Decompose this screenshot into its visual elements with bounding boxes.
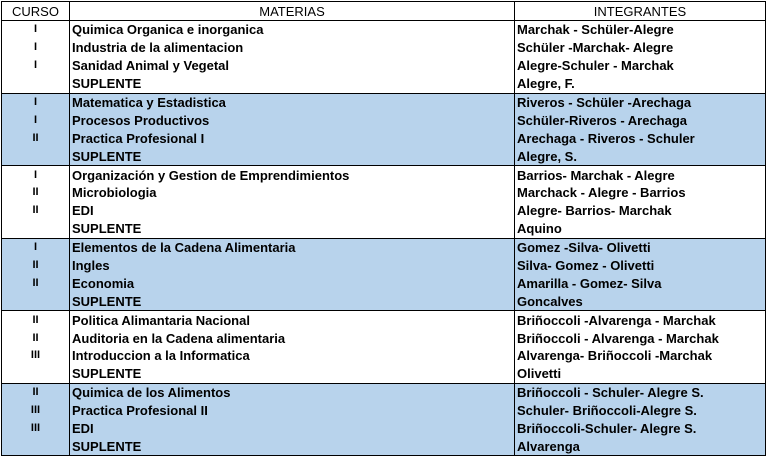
- table-row: [2, 238, 766, 256]
- materia-cell: Economia: [70, 274, 515, 292]
- integrantes-cell: Schuler- Briñoccoli-Alegre S.: [515, 402, 766, 420]
- table-row: [2, 292, 766, 310]
- curso-cell: II: [2, 184, 70, 202]
- materia-cell: Practica Profesional I: [70, 129, 515, 147]
- materia-cell: Matematica y Estadistica: [70, 93, 515, 111]
- materia-cell: Quimica de los Alimentos: [70, 383, 515, 401]
- assignments-table: [1, 1, 766, 456]
- header-materias: MATERIAS: [70, 2, 515, 21]
- curso-cell: II: [2, 257, 70, 275]
- materia-cell: Practica Profesional II: [70, 402, 515, 420]
- table-row: [2, 166, 766, 184]
- materia-cell: Introduccion a la Informatica: [70, 347, 515, 365]
- materia-cell: SUPLENTE: [70, 147, 515, 165]
- table-row: [2, 402, 766, 420]
- table-row: [2, 420, 766, 438]
- curso-cell: [2, 147, 70, 165]
- integrantes-cell: Alegre-Schuler - Marchak: [515, 57, 766, 75]
- integrantes-cell: Gomez -Silva- Olivetti: [515, 238, 766, 256]
- curso-cell: [2, 220, 70, 238]
- integrantes-cell: Alvarenga- Briñoccoli -Marchak: [515, 347, 766, 365]
- table-row: [2, 57, 766, 75]
- table-row: [2, 365, 766, 383]
- materia-cell: Microbiologia: [70, 184, 515, 202]
- integrantes-cell: Schüler-Riveros - Arechaga: [515, 111, 766, 129]
- curso-cell: II: [2, 311, 70, 329]
- integrantes-cell: Briñoccoli - Schuler- Alegre S.: [515, 383, 766, 401]
- integrantes-cell: Olivetti: [515, 365, 766, 383]
- curso-cell: I: [2, 93, 70, 111]
- table-row: [2, 21, 766, 39]
- table-row: [2, 39, 766, 57]
- materia-cell: Procesos Productivos: [70, 111, 515, 129]
- curso-cell: II: [2, 129, 70, 147]
- table-row: [2, 75, 766, 93]
- curso-cell: I: [2, 111, 70, 129]
- table-row: [2, 220, 766, 238]
- integrantes-cell: Barrios- Marchak - Alegre: [515, 166, 766, 184]
- materia-cell: SUPLENTE: [70, 437, 515, 455]
- curso-cell: I: [2, 166, 70, 184]
- integrantes-cell: Marchak - Schüler-Alegre: [515, 21, 766, 39]
- materia-cell: Sanidad Animal y Vegetal: [70, 57, 515, 75]
- curso-cell: I: [2, 39, 70, 57]
- integrantes-cell: Alegre- Barrios- Marchak: [515, 202, 766, 220]
- materia-cell: SUPLENTE: [70, 75, 515, 93]
- materia-cell: EDI: [70, 202, 515, 220]
- curso-cell: [2, 437, 70, 455]
- integrantes-cell: Aquino: [515, 220, 766, 238]
- materia-cell: SUPLENTE: [70, 220, 515, 238]
- curso-cell: II: [2, 202, 70, 220]
- header-integrantes: INTEGRANTES: [515, 2, 766, 21]
- integrantes-cell: Briñoccoli -Alvarenga - Marchak: [515, 311, 766, 329]
- table-row: [2, 202, 766, 220]
- integrantes-cell: Schüler -Marchak- Alegre: [515, 39, 766, 57]
- materia-cell: Auditoria en la Cadena alimentaria: [70, 329, 515, 347]
- integrantes-cell: Alegre, F.: [515, 75, 766, 93]
- materia-cell: SUPLENTE: [70, 292, 515, 310]
- integrantes-cell: Silva- Gomez - Olivetti: [515, 257, 766, 275]
- integrantes-cell: Briñoccoli - Alvarenga - Marchak: [515, 329, 766, 347]
- table-row: [2, 129, 766, 147]
- table-row: [2, 383, 766, 401]
- integrantes-cell: Amarilla - Gomez- Silva: [515, 274, 766, 292]
- integrantes-cell: Alegre, S.: [515, 147, 766, 165]
- curso-cell: III: [2, 402, 70, 420]
- table-row: [2, 111, 766, 129]
- header-row: [2, 2, 766, 21]
- materia-cell: EDI: [70, 420, 515, 438]
- materia-cell: Ingles: [70, 257, 515, 275]
- table-row: [2, 257, 766, 275]
- curso-cell: I: [2, 21, 70, 39]
- curso-cell: I: [2, 238, 70, 256]
- integrantes-cell: Briñoccoli-Schuler- Alegre S.: [515, 420, 766, 438]
- materia-cell: Industria de la alimentacion: [70, 39, 515, 57]
- table-row: [2, 437, 766, 455]
- materia-cell: SUPLENTE: [70, 365, 515, 383]
- materia-cell: Politica Alimantaria Nacional: [70, 311, 515, 329]
- integrantes-cell: Riveros - Schüler -Arechaga: [515, 93, 766, 111]
- curso-cell: [2, 365, 70, 383]
- table-body: [2, 21, 766, 456]
- curso-cell: [2, 292, 70, 310]
- materia-cell: Quimica Organica e inorganica: [70, 21, 515, 39]
- integrantes-cell: Marchack - Alegre - Barrios: [515, 184, 766, 202]
- integrantes-cell: Arechaga - Riveros - Schuler: [515, 129, 766, 147]
- integrantes-cell: Alvarenga: [515, 437, 766, 455]
- integrantes-cell: Goncalves: [515, 292, 766, 310]
- table-row: [2, 147, 766, 165]
- materia-cell: Organización y Gestion de Emprendimientos: [70, 166, 515, 184]
- table-row: [2, 184, 766, 202]
- curso-cell: I: [2, 57, 70, 75]
- curso-cell: [2, 75, 70, 93]
- curso-cell: III: [2, 420, 70, 438]
- curso-cell: II: [2, 274, 70, 292]
- header-curso: CURSO: [2, 2, 70, 21]
- curso-cell: III: [2, 347, 70, 365]
- materia-cell: Elementos de la Cadena Alimentaria: [70, 238, 515, 256]
- curso-cell: II: [2, 383, 70, 401]
- table-row: [2, 311, 766, 329]
- table-row: [2, 93, 766, 111]
- table-row: [2, 347, 766, 365]
- curso-cell: II: [2, 329, 70, 347]
- table-row: [2, 329, 766, 347]
- table-row: [2, 274, 766, 292]
